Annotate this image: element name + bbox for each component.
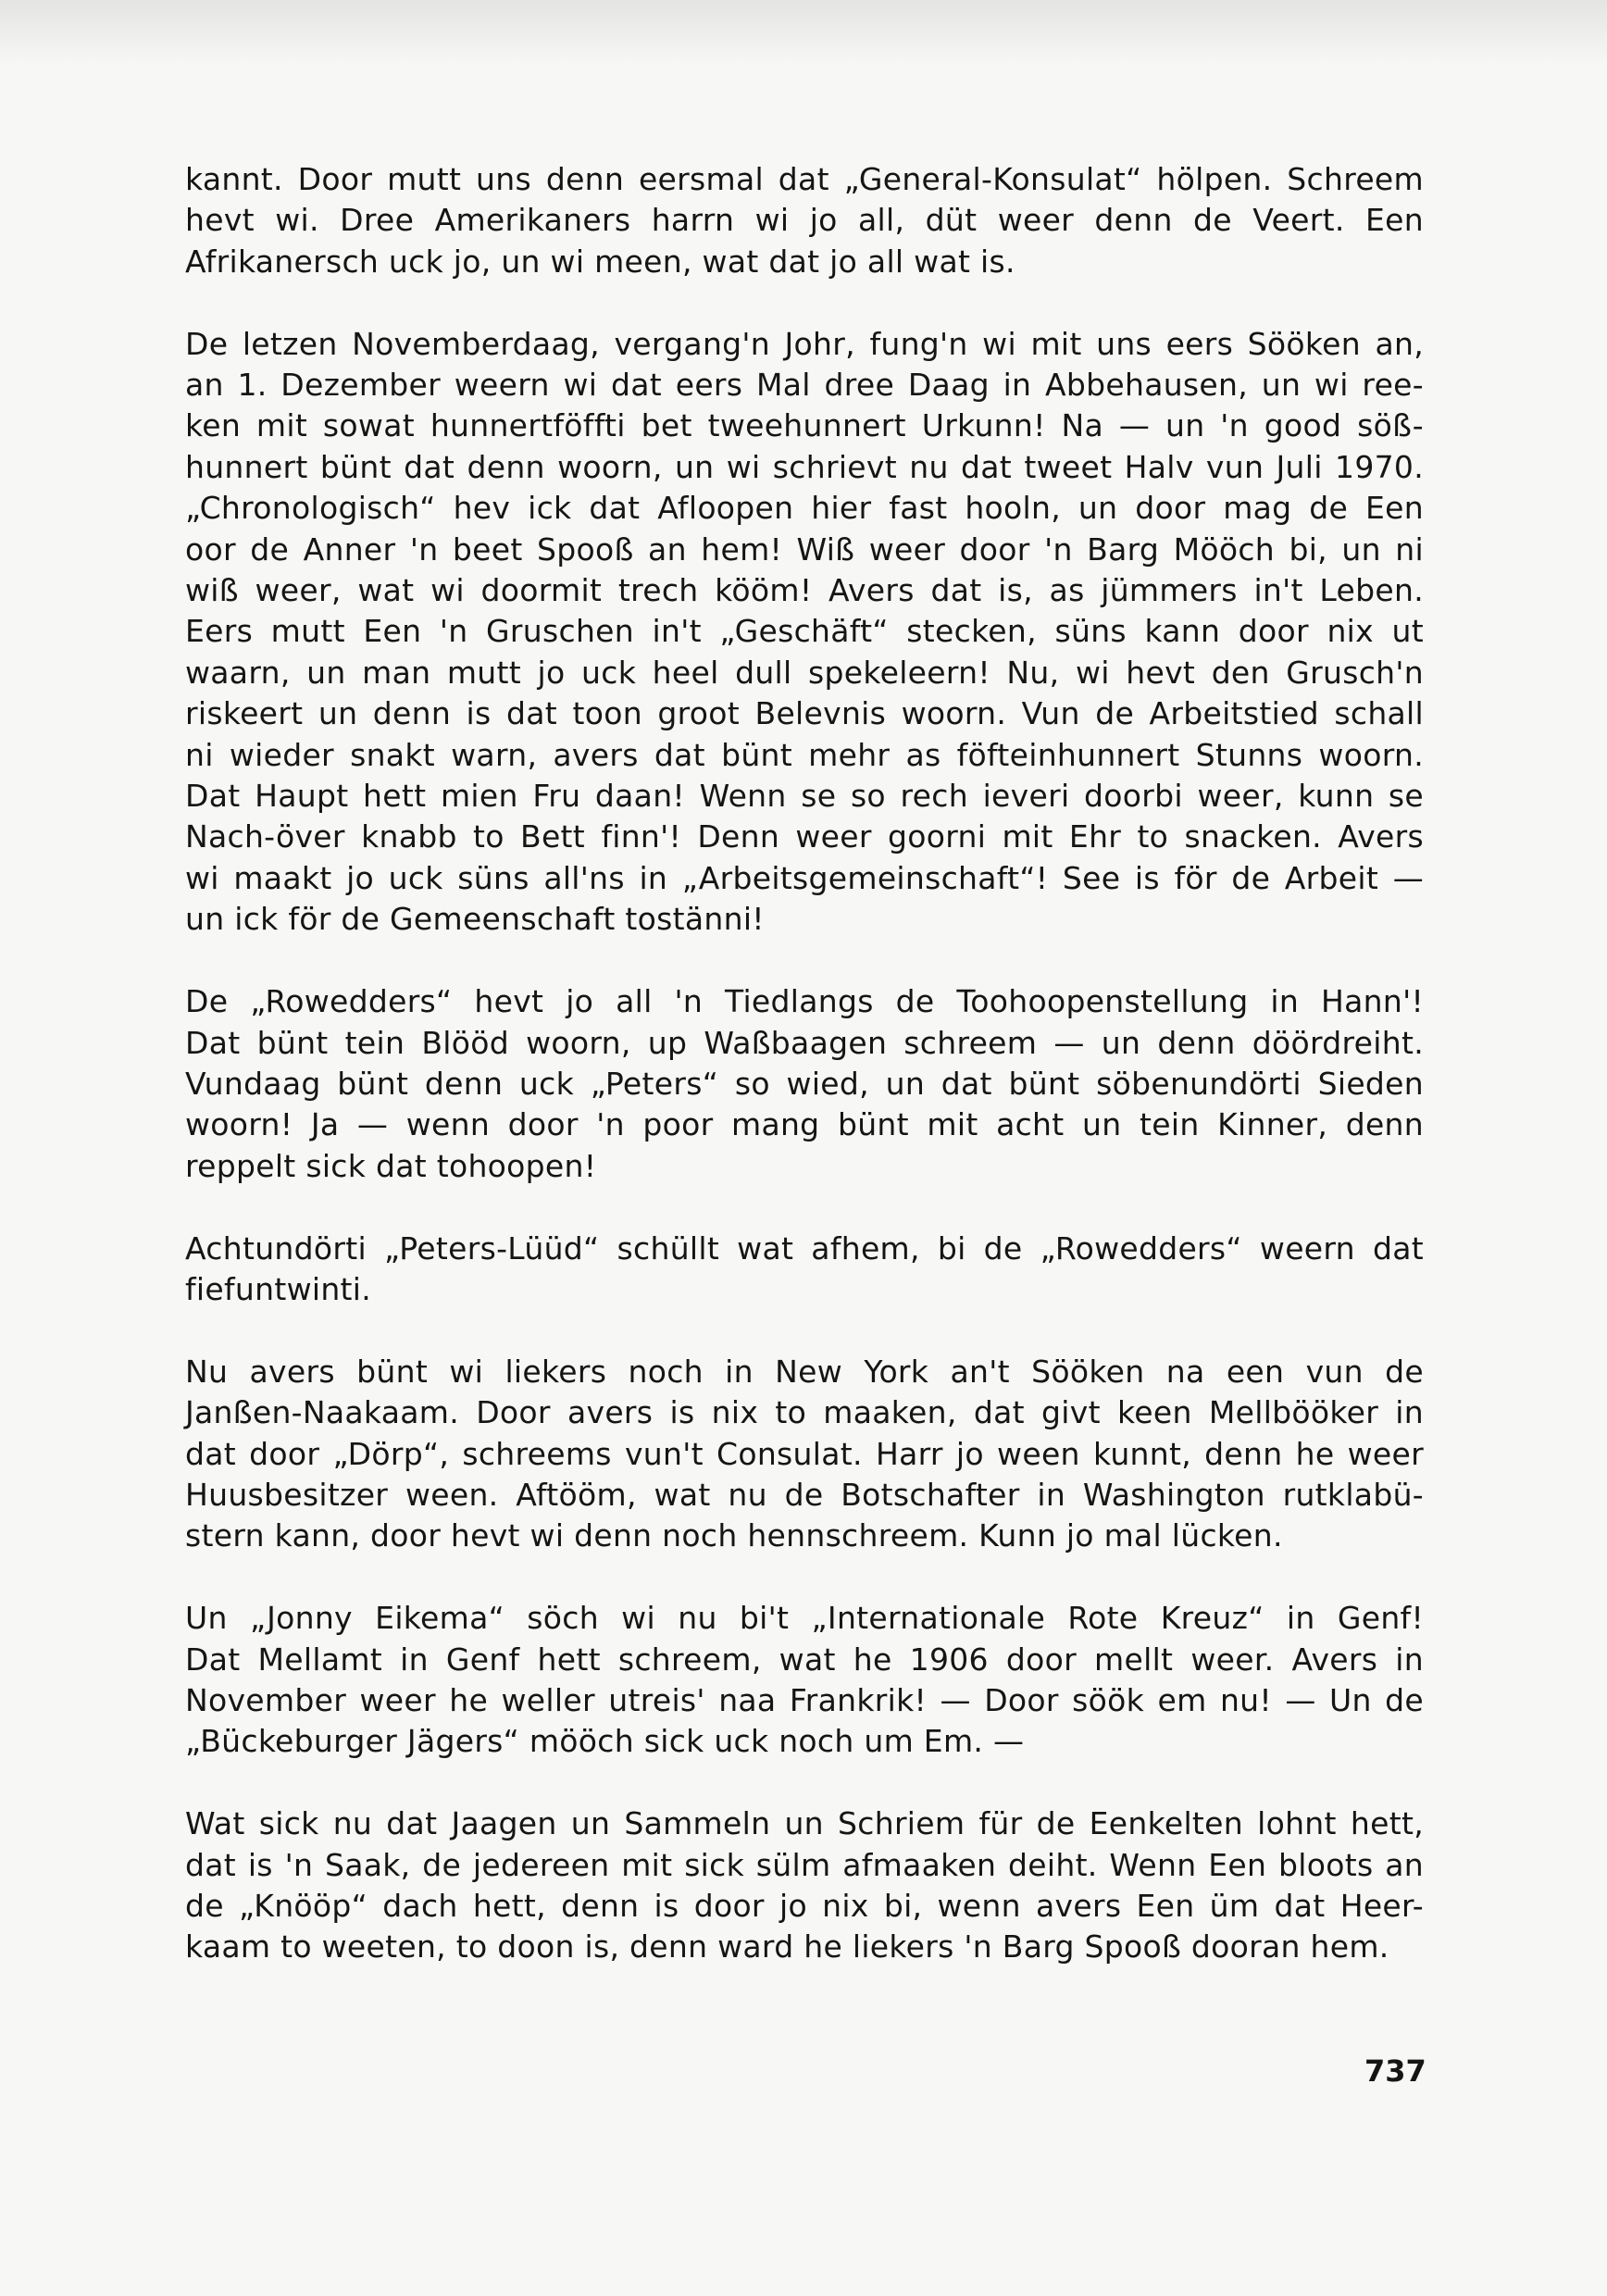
text-line: wi maakt jo uck süns all'ns in „Arbeitsgemeinschaft“! See is för de Arbeit —	[185, 859, 1424, 896]
text-line: Eers mutt Een 'n Gruschen in't „Geschäft“ stecken, süns kann door nix ut	[185, 613, 1424, 650]
paragraph	[185, 981, 1424, 1187]
text-line: hunnert bünt dat denn woorn, un wi schrievt nu dat tweet Halv vun Juli 1970.	[185, 448, 1424, 485]
paragraph	[185, 1229, 1424, 1311]
text-line: Afrikanersch uck jo, un wi meen, wat dat jo all wat is.	[185, 243, 1015, 280]
page-body-text	[185, 159, 1424, 2009]
text-line: De letzen Novemberdaag, vergang'n Johr, fung'n wi mit uns eers Sööken an,	[185, 325, 1424, 362]
text-line: hevt wi. Dree Amerikaners harrn wi jo all, düt weer denn de Veert. Een	[185, 202, 1424, 239]
text-line: Nach-över knabb to Bett finn'! Denn weer goorni mit Ehr to snacken. Avers	[185, 818, 1424, 855]
text-line: „Chronologisch“ hev ick dat Afloopen hier fast hooln, un door mag de Een	[185, 490, 1424, 527]
text-line: de „Knööp“ dach hett, denn is door jo nix bi, wenn avers Een üm dat Heer-	[185, 1887, 1424, 1924]
text-line: Wat sick nu dat Jaagen un Sammeln un Schriem für de Eenkelten lohnt hett,	[185, 1805, 1424, 1842]
paragraph	[185, 1352, 1424, 1557]
text-line: Dat Mellamt in Genf hett schreem, wat he 1906 door mellt weer. Avers in	[185, 1641, 1424, 1678]
text-line: woorn! Ja — wenn door 'n poor mang bünt mit acht un tein Kinner, denn	[185, 1106, 1424, 1143]
text-line: ni wieder snakt warn, avers dat bünt mehr as föfteinhunnert Stunns woorn.	[185, 736, 1424, 773]
text-line: reppelt sick dat tohoopen!	[185, 1147, 597, 1184]
text-line: Vundaag bünt denn uck „Peters“ so wied, un dat bünt söbenundörti Sieden	[185, 1065, 1424, 1102]
text-line: stern kann, door hevt wi denn noch hennschreem. Kunn jo mal lücken.	[185, 1517, 1283, 1554]
text-line: kaam to weeten, to doon is, denn ward he liekers 'n Barg Spooß dooran hem.	[185, 1928, 1389, 1965]
text-line: Dat bünt tein Blööd woorn, up Waßbaagen schreem — un denn döördreiht.	[185, 1024, 1424, 1061]
page-number: 737	[1364, 2053, 1426, 2089]
text-line: dat is 'n Saak, de jedereen mit sick sülm afmaaken deiht. Wenn Een bloots an	[185, 1846, 1424, 1883]
text-line: November weer he weller utreis' naa Frankrik! — Door söök em nu! — Un de	[185, 1681, 1424, 1718]
text-line: fiefuntwinti.	[185, 1270, 372, 1307]
text-line: waarn, un man mutt jo uck heel dull spekeleern! Nu, wi hevt den Grusch'n	[185, 654, 1424, 691]
text-line: un ick för de Gemeenschaft tostänni!	[185, 901, 765, 938]
text-line: riskeert un denn is dat toon groot Belevnis woorn. Vun de Arbeitstied schall	[185, 695, 1424, 732]
text-line: Dat Haupt hett mien Fru daan! Wenn se so rech ieveri doorbi weer, kunn se	[185, 778, 1424, 815]
paragraph	[185, 1803, 1424, 1968]
text-line: kannt. Door mutt uns denn eersmal dat „General-Konsulat“ hölpen. Schreem	[185, 161, 1424, 197]
text-line: Achtundörti „Peters-Lüüd“ schüllt wat afhem, bi de „Rowedders“ weern dat	[185, 1229, 1424, 1267]
paragraph	[185, 1598, 1424, 1763]
paragraph	[185, 159, 1424, 282]
text-line: wiß weer, wat wi doormit trech kööm! Avers dat is, as jümmers in't Leben.	[185, 572, 1424, 609]
text-line: oor de Anner 'n beet Spooß an hem! Wiß weer door 'n Barg Mööch bi, un ni	[185, 530, 1424, 568]
text-line: ken mit sowat hunnertföffti bet tweehunnert Urkunn! Na — un 'n good söß-	[185, 407, 1424, 444]
text-line: „Bückeburger Jägers“ mööch sick uck noch um Em. —	[185, 1723, 1025, 1760]
scan-shadow	[0, 0, 1607, 65]
paragraph	[185, 324, 1424, 941]
text-line: Huusbesitzer ween. Aftööm, wat nu de Botschafter in Washington rutklabü-	[185, 1476, 1424, 1513]
text-line: Un „Jonny Eikema“ söch wi nu bi't „Internationale Rote Kreuz“ in Genf!	[185, 1600, 1424, 1637]
text-line: dat door „Dörp“, schreems vun't Consulat. Harr jo ween kunnt, denn he weer	[185, 1435, 1424, 1472]
text-line: Janßen-Naakaam. Door avers is nix to maaken, dat givt keen Mellbööker in	[185, 1394, 1424, 1431]
text-line: Nu avers bünt wi liekers noch in New York an't Sööken na een vun de	[185, 1353, 1424, 1390]
text-line: De „Rowedders“ hevt jo all 'n Tiedlangs de Toohoopenstellung in Hann'!	[185, 983, 1424, 1020]
text-line: an 1. Dezember weern wi dat eers Mal dree Daag in Abbehausen, un wi ree-	[185, 367, 1424, 404]
